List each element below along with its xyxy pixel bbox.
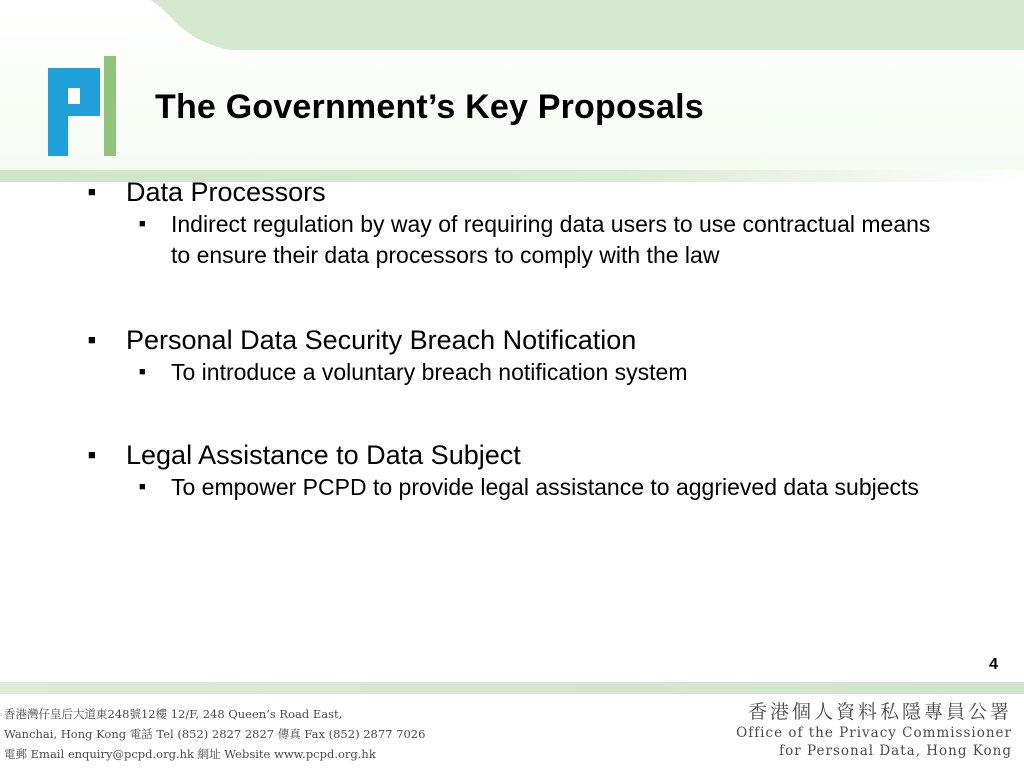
bullet-text: Data Processors <box>126 177 326 207</box>
page-number: 4 <box>989 656 998 673</box>
square-bullet-icon: ■ <box>88 332 96 347</box>
org-name-chinese: 香港個人資料私隱專員公署 <box>747 701 1012 723</box>
org-name-english-line1: Office of the Privacy Commissioner <box>736 725 1012 741</box>
sub-bullet-item <box>139 209 948 271</box>
square-bullet-icon: ■ <box>139 481 146 493</box>
sub-bullet-item <box>139 357 948 388</box>
slide-title: The Government’s Key Proposals <box>155 88 704 126</box>
org-name-english-line2: for Personal Data, Hong Kong <box>779 743 1012 759</box>
sub-bullet-text: Indirect regulation by way of requiring data users to use contractual means to ensure their data processors to comply with the law <box>171 211 931 268</box>
square-bullet-icon: ■ <box>88 447 96 462</box>
footer-phone-line: Wanchai, Hong Kong 電話 Tel (852) 2827 2827 傳真 Fax (852) 2877 7026 <box>4 727 426 741</box>
header-curve-decoration <box>0 0 1024 60</box>
spacer <box>88 271 948 323</box>
sub-bullet-text: To introduce a voluntary breach notification system <box>171 359 688 385</box>
square-bullet-icon: ■ <box>88 184 96 199</box>
footer-address-line: 香港灣仔皇后大道東248號12樓 12/F, 248 Queen’s Road East, <box>4 707 343 721</box>
pcpd-logo <box>48 56 118 156</box>
sub-bullet-item <box>139 472 948 503</box>
spacer <box>88 388 948 438</box>
sub-bullet-text: To empower PCPD to provide legal assistance to aggrieved data subjects <box>171 474 919 500</box>
footer-org-name <box>712 700 1012 760</box>
bullet-item-data-processors <box>88 175 948 209</box>
bullet-text: Legal Assistance to Data Subject <box>126 440 521 470</box>
bullet-item-breach-notification <box>88 323 948 357</box>
square-bullet-icon: ■ <box>139 366 146 378</box>
square-bullet-icon: ■ <box>139 218 146 230</box>
footer-email-line: 電郵 Email enquiry@pcpd.org.hk 網址 Website www.pcpd.org.hk <box>4 747 376 761</box>
footer-contact-info <box>4 704 444 764</box>
bullet-list <box>88 175 948 503</box>
bullet-item-legal-assistance <box>88 438 948 472</box>
footer-divider <box>0 682 1024 694</box>
bullet-text: Personal Data Security Breach Notification <box>126 325 637 355</box>
